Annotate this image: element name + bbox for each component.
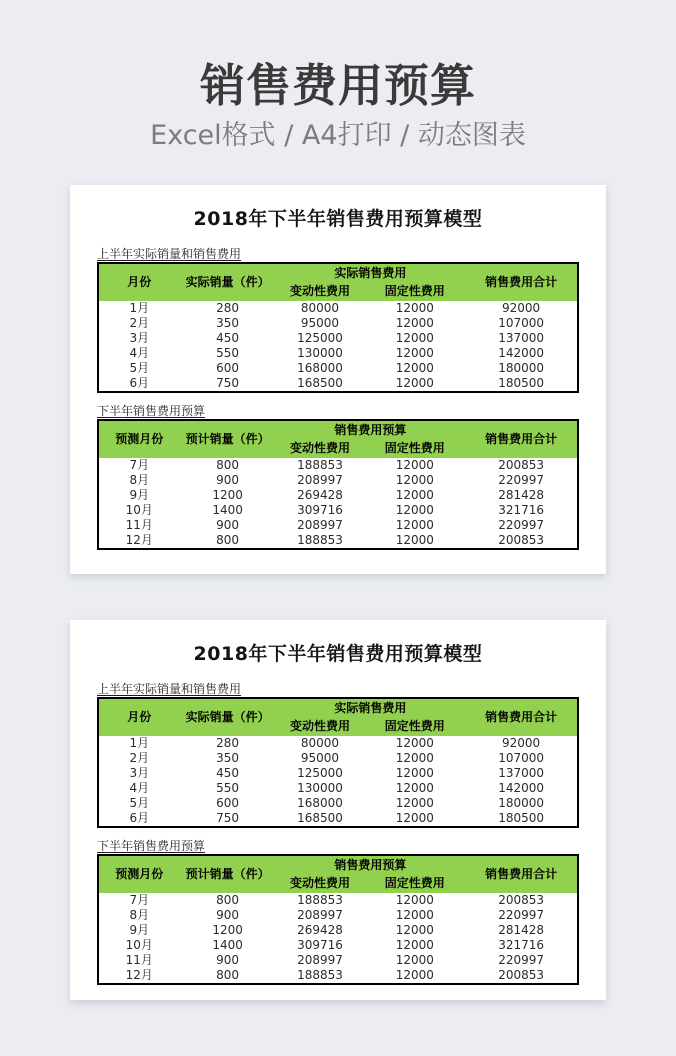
table-cell: 309716 [276,938,365,953]
table-cell: 11月 [98,953,180,968]
col-header-total: 销售费用合计 [465,420,578,458]
table-cell: 3月 [98,766,180,781]
table-row [98,301,578,316]
table-row [98,968,578,984]
table-row [98,908,578,923]
table-cell: 550 [180,781,276,796]
table-cell: 200853 [465,533,578,549]
table-cell: 800 [180,893,276,908]
table-cell: 188853 [276,458,365,473]
table-cell: 107000 [465,316,578,331]
col-header-qty: 预计销量（件） [180,420,276,458]
table-cell: 12000 [364,908,465,923]
table-cell: 12000 [364,361,465,376]
table-cell: 12000 [364,766,465,781]
table-cell: 4月 [98,781,180,796]
table-row [98,938,578,953]
table-cell: 2月 [98,316,180,331]
table-row [98,488,578,503]
col-header-qty: 实际销量（件） [180,698,276,736]
table-cell: 200853 [465,458,578,473]
table-cell: 800 [180,533,276,549]
table-header [98,855,578,893]
table-cell: 600 [180,796,276,811]
table-cell: 281428 [465,923,578,938]
table-cell: 142000 [465,346,578,361]
table-cell: 92000 [465,736,578,751]
table-cell: 450 [180,331,276,346]
table-row [98,518,578,533]
table-header [98,420,578,458]
table-row [98,361,578,376]
page-subtitle: Excel格式 / A4打印 / 动态图表 [150,120,526,151]
table-cell: 12000 [364,736,465,751]
col-header-fixed: 固定性费用 [364,439,465,458]
table-cell: 321716 [465,503,578,518]
table-cell: 180000 [465,796,578,811]
table-cell: 269428 [276,488,365,503]
table-row [98,811,578,827]
col-header-group: 销售费用预算 [276,420,466,439]
template-preview-card-1 [70,185,606,574]
col-header-total: 销售费用合计 [465,855,578,893]
table-cell: 188853 [276,968,365,984]
table-cell: 95000 [276,316,365,331]
first-half-section [97,247,579,393]
table-cell: 95000 [276,751,365,766]
table-cell: 168500 [276,811,365,827]
table-cell: 321716 [465,938,578,953]
table-cell: 188853 [276,893,365,908]
table-cell: 900 [180,908,276,923]
table-cell: 7月 [98,458,180,473]
table-row [98,736,578,751]
table-cell: 281428 [465,488,578,503]
table-cell: 137000 [465,331,578,346]
table-cell: 8月 [98,908,180,923]
col-header-variable: 变动性费用 [276,717,365,736]
col-header-group: 实际销售费用 [276,263,466,282]
table-cell: 168000 [276,796,365,811]
table-cell: 3月 [98,331,180,346]
table-cell: 220997 [465,518,578,533]
table-cell: 180000 [465,361,578,376]
table-body [98,736,578,827]
table-cell: 280 [180,736,276,751]
col-header-group: 实际销售费用 [276,698,466,717]
first-half-section [97,682,579,828]
table-cell: 208997 [276,908,365,923]
second-half-section [97,839,579,985]
table-cell: 92000 [465,301,578,316]
section-label-second-half: 下半年销售费用预算 [97,839,206,853]
col-header-qty: 实际销量（件） [180,263,276,301]
table-cell: 6月 [98,811,180,827]
table-row [98,331,578,346]
table-cell: 12000 [364,811,465,827]
table-cell: 280 [180,301,276,316]
first-half-actuals-table [97,262,579,393]
table-cell: 5月 [98,796,180,811]
table-cell: 168000 [276,361,365,376]
table-header [98,698,578,736]
col-header-group: 销售费用预算 [276,855,466,874]
table-cell: 12000 [364,331,465,346]
table-cell: 80000 [276,736,365,751]
table-cell: 180500 [465,376,578,392]
table-cell: 125000 [276,766,365,781]
table-body [98,301,578,392]
table-cell: 12月 [98,968,180,984]
table-row [98,473,578,488]
table-cell: 137000 [465,766,578,781]
table-cell: 269428 [276,923,365,938]
table-row [98,316,578,331]
table-cell: 220997 [465,473,578,488]
table-cell: 12000 [364,346,465,361]
table-cell: 142000 [465,781,578,796]
table-cell: 130000 [276,346,365,361]
table-cell: 5月 [98,361,180,376]
table-cell: 1400 [180,503,276,518]
col-header-fixed: 固定性费用 [364,874,465,893]
table-row [98,346,578,361]
table-cell: 188853 [276,533,365,549]
col-header-variable: 变动性费用 [276,282,365,301]
table-cell: 350 [180,316,276,331]
table-cell: 750 [180,811,276,827]
table-cell: 12000 [364,938,465,953]
col-header-month: 月份 [98,263,180,301]
table-cell: 800 [180,968,276,984]
table-cell: 12000 [364,458,465,473]
model-title: 2018年下半年销售费用预算模型 [193,643,483,665]
table-cell: 208997 [276,518,365,533]
first-half-actuals-table [97,697,579,828]
table-cell: 900 [180,473,276,488]
section-label-second-half: 下半年销售费用预算 [97,404,206,418]
table-cell: 12000 [364,968,465,984]
table-cell: 12000 [364,893,465,908]
col-header-month: 预测月份 [98,855,180,893]
table-row [98,766,578,781]
table-cell: 208997 [276,953,365,968]
page-title: 销售费用预算 [199,59,476,112]
col-header-total: 销售费用合计 [465,698,578,736]
table-cell: 1200 [180,488,276,503]
table-cell: 168500 [276,376,365,392]
table-cell: 900 [180,518,276,533]
table-cell: 10月 [98,938,180,953]
col-header-variable: 变动性费用 [276,439,365,458]
table-cell: 80000 [276,301,365,316]
section-label-first-half: 上半年实际销量和销售费用 [97,682,242,696]
col-header-variable: 变动性费用 [276,874,365,893]
table-cell: 180500 [465,811,578,827]
table-cell: 220997 [465,953,578,968]
model-title: 2018年下半年销售费用预算模型 [193,208,483,230]
table-cell: 125000 [276,331,365,346]
template-preview-card-2 [70,620,606,1000]
col-header-qty: 预计销量（件） [180,855,276,893]
table-cell: 1400 [180,938,276,953]
table-cell: 7月 [98,893,180,908]
table-cell: 12月 [98,533,180,549]
second-half-budget-table [97,854,579,985]
table-header [98,263,578,301]
table-row [98,533,578,549]
table-row [98,751,578,766]
table-cell: 12000 [364,488,465,503]
table-cell: 750 [180,376,276,392]
table-cell: 550 [180,346,276,361]
table-cell: 9月 [98,488,180,503]
table-cell: 1月 [98,736,180,751]
table-body [98,893,578,984]
table-cell: 350 [180,751,276,766]
table-cell: 600 [180,361,276,376]
table-cell: 800 [180,458,276,473]
table-cell: 12000 [364,301,465,316]
table-cell: 6月 [98,376,180,392]
table-row [98,796,578,811]
second-half-budget-table [97,419,579,550]
table-row [98,503,578,518]
table-cell: 10月 [98,503,180,518]
table-row [98,953,578,968]
table-cell: 208997 [276,473,365,488]
table-cell: 12000 [364,518,465,533]
table-cell: 12000 [364,533,465,549]
second-half-section [97,404,579,550]
table-cell: 1月 [98,301,180,316]
section-label-first-half: 上半年实际销量和销售费用 [97,247,242,261]
table-cell: 1200 [180,923,276,938]
table-cell: 12000 [364,953,465,968]
table-row [98,458,578,473]
table-cell: 220997 [465,908,578,923]
col-header-fixed: 固定性费用 [364,282,465,301]
hero-header [0,0,676,152]
table-cell: 12000 [364,923,465,938]
table-cell: 12000 [364,316,465,331]
table-cell: 200853 [465,893,578,908]
table-cell: 12000 [364,473,465,488]
table-body [98,458,578,549]
col-header-fixed: 固定性费用 [364,717,465,736]
table-row [98,781,578,796]
col-header-total: 销售费用合计 [465,263,578,301]
table-cell: 130000 [276,781,365,796]
col-header-month: 月份 [98,698,180,736]
table-cell: 12000 [364,751,465,766]
table-row [98,376,578,392]
table-cell: 900 [180,953,276,968]
table-cell: 8月 [98,473,180,488]
table-cell: 2月 [98,751,180,766]
table-cell: 12000 [364,376,465,392]
col-header-month: 预测月份 [98,420,180,458]
table-cell: 107000 [465,751,578,766]
table-row [98,893,578,908]
table-row [98,923,578,938]
table-cell: 309716 [276,503,365,518]
table-cell: 450 [180,766,276,781]
table-cell: 12000 [364,503,465,518]
table-cell: 12000 [364,796,465,811]
table-cell: 200853 [465,968,578,984]
table-cell: 9月 [98,923,180,938]
table-cell: 12000 [364,781,465,796]
table-cell: 4月 [98,346,180,361]
table-cell: 11月 [98,518,180,533]
